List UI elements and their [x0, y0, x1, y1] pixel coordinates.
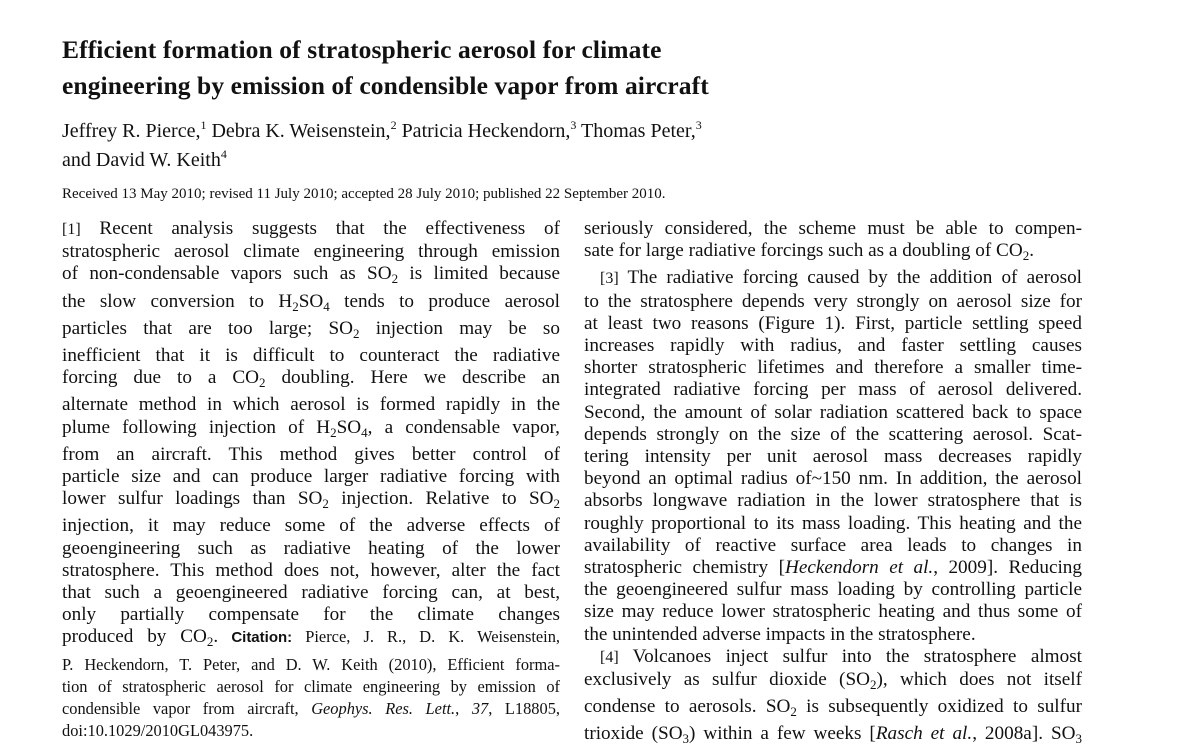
text-line: that such a geoengineered radiative forcing can, at best, — [62, 582, 560, 604]
text-line: beyond an optimal radius of~150 nm. In addition, the aerosol — [584, 468, 1082, 490]
text-line: [3] The radiative forcing caused by the addition of aerosol — [600, 267, 1082, 289]
citation-line: condensible vapor from aircraft, Geophys. Res. Lett., 37, L18805, — [62, 699, 560, 719]
abstract-column — [62, 218, 560, 742]
affiliation-marker: 2 — [390, 118, 397, 132]
author-heckendorn: Patricia Heckendorn, — [401, 120, 571, 142]
text-line: plume following injection of $H_2SO_4$, a condensable vapor, — [62, 416, 560, 440]
author-peter: Thomas Peter, — [581, 120, 696, 142]
text-line: availability of reactive surface area leads to changes in — [584, 534, 1082, 556]
text-line: forcing due to a $CO_2$ doubling. Here we describe an — [62, 367, 560, 391]
text-line: produced by $CO_2$. Citation: Pierce, J. R., D. K. Weisenstein, — [62, 626, 560, 650]
text-line: particle size and can produce larger radiative forcing with — [62, 466, 560, 488]
author-keith: and David W. Keith — [62, 149, 221, 171]
affiliation-marker: 1 — [200, 118, 207, 132]
text-line: only partially compensate for the climate changes — [62, 604, 560, 626]
paragraph-number: [4] — [600, 648, 619, 666]
text-line: inefficient that it is difficult to counteract the radiative — [62, 345, 560, 367]
text-line: exclusively as sulfur dioxide $(SO_2)$, which does not itself — [584, 669, 1082, 693]
text-line: the geoengineered sulfur mass loading by controlling particle — [584, 579, 1082, 601]
author-pierce: Jeffrey R. Pierce, — [62, 120, 201, 142]
journal-name: Geophys. Res. Lett. — [311, 699, 456, 719]
text-line: tering intensity per unit aerosol mass decreases rapidly — [584, 446, 1082, 468]
text-line: absorbs longwave radiation in the lower stratosphere that is — [584, 490, 1082, 512]
doi-link[interactable]: doi:10.1029/2010GL043975. — [62, 721, 254, 741]
text-line: the unintended adverse impacts in the stratosphere. — [584, 623, 976, 645]
text-line: alternate method in which aerosol is formed rapidly in the — [62, 394, 560, 416]
text-line: integrated radiative forcing per mass of aerosol delivered. — [584, 379, 1082, 401]
reference-link[interactable]: Heckendorn et al. — [784, 557, 934, 579]
text-line: geoengineering such as radiative heating of the lower — [62, 537, 560, 559]
text-line: increases rapidly with radius, and faster settling causes — [584, 335, 1082, 357]
affiliation-marker: 3 — [570, 118, 577, 132]
text-line: stratospheric aerosol climate engineering through emission — [62, 241, 560, 263]
text-line: stratosphere. This method does not, however, alter the fact — [62, 559, 560, 581]
paragraph-number: [3] — [600, 270, 619, 288]
text-line: of non-condensable vapors such as $SO_2$ is limited because — [62, 263, 560, 287]
text-line: sate for large radiative forcings such as a doubling of $CO_2$. — [584, 240, 1034, 264]
text-line: depends strongly on the size of the scattering aerosol. Scat- — [584, 423, 1082, 445]
citation-line: tion of stratospheric aerosol for climate engineering by emission of — [62, 676, 560, 696]
journal-volume: 37 — [471, 699, 489, 719]
text-line: roughly proportional to its mass loading. This heating and the — [584, 512, 1082, 534]
text-line: Second, the amount of solar radiation scattered back to space — [584, 401, 1082, 423]
text-line: stratospheric chemistry [Heckendorn et al., 2009]. Reducing — [584, 557, 1082, 579]
text-line: [1] Recent analysis suggests that the effectiveness of — [62, 218, 560, 239]
author-weisenstein: Debra K. Weisenstein, — [211, 120, 391, 142]
paper-title — [62, 32, 882, 104]
title-line-2: engineering by emission of condensible vapor from aircraft — [62, 71, 709, 100]
title-line-1: Efficient formation of stratospheric aerosol for climate — [62, 35, 662, 64]
text-line: condense to aerosols. $SO_2$ is subsequently oxidized to sulfur — [584, 696, 1083, 720]
text-line: the slow conversion to $H_2SO_4$ tends to produce aerosol — [62, 290, 560, 314]
text-line: [4] Volcanoes inject sulfur into the stratosphere almost — [600, 645, 1082, 667]
citation-line: P. Heckendorn, T. Peter, and D. W. Keith (2010), Efficient forma- — [62, 654, 560, 674]
affiliation-marker: 4 — [220, 147, 227, 161]
text-line: at least two reasons (Figure 1). First, particle settling speed — [584, 312, 1082, 334]
affiliation-marker: 3 — [695, 118, 702, 132]
text-line: seriously considered, the scheme must be able to compen- — [584, 218, 1082, 239]
body-column — [584, 218, 1082, 751]
text-line: lower sulfur loadings than $SO_2$ injection. Relative to $SO_2$ — [62, 488, 560, 512]
reference-link[interactable]: Rasch et al. — [875, 723, 973, 745]
paragraph-number: [1] — [62, 221, 81, 238]
citation-label: Citation: — [231, 629, 293, 647]
text-line: to the stratosphere depends very strongly on aerosol size for — [584, 290, 1082, 312]
text-line: shorter stratospheric lifetimes and therefore a smaller time- — [584, 357, 1082, 379]
text-line: particles that are too large; $SO_2$ injection may be so — [62, 317, 560, 341]
publication-dates: Received 13 May 2010; revised 11 July 2010; accepted 28 July 2010; published 22 September 2010. — [62, 186, 666, 202]
text-line: size may reduce lower stratospheric heating and thus some of — [584, 601, 1082, 623]
author-list — [62, 118, 962, 176]
text-line: trioxide $(SO_3)$ within a few weeks [Rasch et al., 2008a]. $SO_3$ — [584, 723, 1082, 747]
text-line: from an aircraft. This method gives better control of — [62, 443, 560, 465]
text-line: injection, it may reduce some of the adverse effects of — [62, 515, 560, 537]
